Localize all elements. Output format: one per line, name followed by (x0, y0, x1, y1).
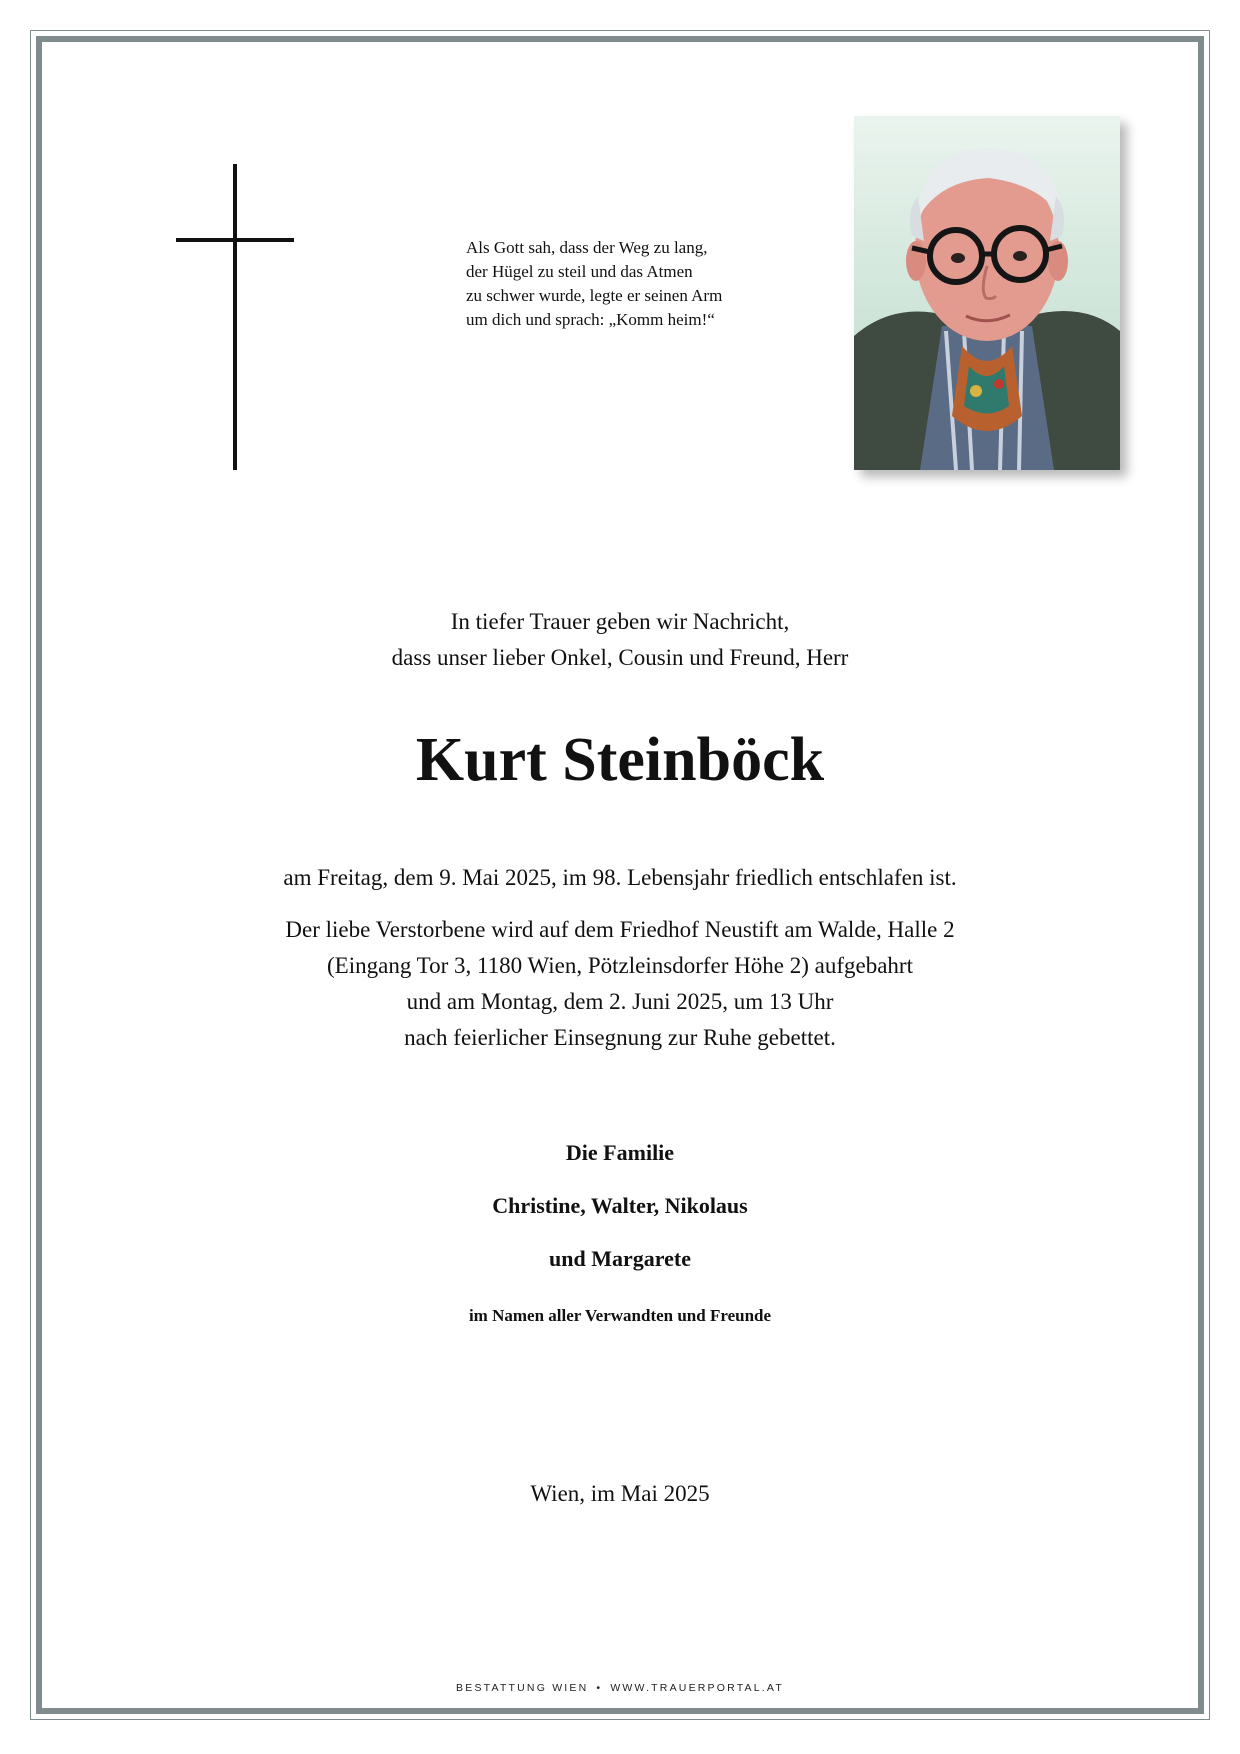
death-line: am Freitag, dem 9. Mai 2025, im 98. Lebensjahr friedlich entschlafen ist. (283, 865, 957, 890)
poem-line: der Hügel zu steil und das Atmen (466, 262, 693, 281)
cross-vertical-bar (233, 164, 237, 470)
place-date: Wien, im Mai 2025 (530, 1481, 710, 1506)
footer-separator: • (596, 1682, 603, 1694)
portrait-photo (854, 116, 1120, 470)
burial-line: Der liebe Verstorbene wird auf dem Friedhof Neustift am Walde, Halle 2 (285, 917, 955, 942)
family-names-cont: und Margarete (549, 1246, 691, 1271)
poem-line: um dich und sprach: „Komm heim!“ (466, 310, 715, 329)
burial-line: (Eingang Tor 3, 1180 Wien, Pötzleinsdorfer Höhe 2) aufgebahrt (327, 953, 913, 978)
cross-horizontal-bar (176, 238, 294, 242)
burial-line: und am Montag, dem 2. Juni 2025, um 13 Uhr (406, 989, 834, 1014)
burial-line: nach feierlicher Einsegnung zur Ruhe gebettet. (404, 1025, 836, 1050)
intro-line: In tiefer Trauer geben wir Nachricht, (450, 609, 790, 634)
intro-line: dass unser lieber Onkel, Cousin und Freund, Herr (391, 645, 849, 670)
family-names: Christine, Walter, Nikolaus (492, 1193, 748, 1218)
deceased-name: Kurt Steinböck (415, 726, 825, 794)
intro-text (120, 604, 1120, 676)
poem-line: zu schwer wurde, legte er seinen Arm (466, 286, 723, 305)
footer-company: BESTATTUNG WIEN (456, 1682, 589, 1694)
footer-website-link[interactable]: WWW.TRAUERPORTAL.AT (610, 1682, 784, 1694)
poem (466, 236, 806, 332)
portrait-illustration (854, 116, 1120, 470)
footer (120, 1682, 1120, 1694)
poem-line: Als Gott sah, dass der Weg zu lang, (466, 238, 708, 257)
burial-info (120, 912, 1120, 1056)
family-heading: Die Familie (565, 1140, 675, 1165)
family-subline: im Namen aller Verwandten und Freunde (468, 1306, 772, 1325)
